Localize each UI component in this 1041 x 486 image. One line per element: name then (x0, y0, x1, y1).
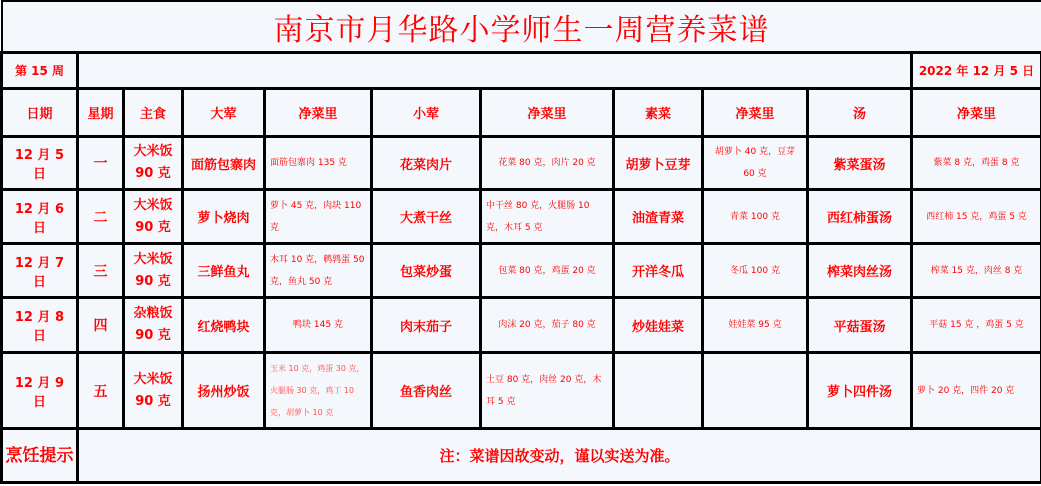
col-header-main-meat-net: 净菜里 (265, 89, 372, 137)
side-meat-net-cell: 中干丝 80 克，火腿肠 10 克，木耳 5 克 (481, 190, 614, 244)
week-date: 2022 年 12 月 5 日 (912, 53, 1041, 89)
main-meat-net-cell: 鸭块 145 克 (265, 298, 372, 353)
main-meat-cell: 面筋包寨肉 (183, 137, 265, 190)
vegetable-cell: 胡萝卜豆芽 (614, 137, 703, 190)
staple-cell (124, 137, 183, 190)
week-row-spacer (78, 53, 912, 89)
staple-qty: 90 克 (135, 166, 171, 181)
date-cell: 12 月 7 日 (2, 244, 78, 298)
staple-name: 大米饭 (133, 371, 173, 387)
side-meat-cell: 包菜炒蛋 (372, 244, 481, 298)
main-meat-cell: 扬州炒饭 (183, 353, 265, 429)
table-row (2, 353, 1041, 429)
main-meat-net-cell: 玉米 10 克，鸡蛋 30 克，火腿肠 30 克，鸡丁 10 克，胡萝卜 10 克 (265, 353, 372, 429)
staple-name: 大米饭 (133, 251, 173, 267)
weekday-cell: 四 (78, 298, 124, 353)
staple-cell (124, 190, 183, 244)
soup-cell: 西红柿蛋汤 (808, 190, 912, 244)
side-meat-cell: 肉末茄子 (372, 298, 481, 353)
col-header-vegetable: 素菜 (614, 89, 703, 137)
side-meat-cell: 大煮干丝 (372, 190, 481, 244)
vegetable-net-cell (703, 353, 808, 429)
week-number: 第 15 周 (2, 53, 78, 89)
vegetable-net-cell: 娃娃菜 95 克 (703, 298, 808, 353)
main-meat-net-cell: 面筋包寨肉 135 克 (265, 137, 372, 190)
col-header-soup: 汤 (808, 89, 912, 137)
vegetable-net-cell: 青菜 100 克 (703, 190, 808, 244)
staple-name: 大米饭 (133, 144, 173, 159)
staple-cell (124, 353, 183, 429)
date-cell: 12 月 9 日 (2, 353, 78, 429)
vegetable-net-cell: 胡萝卜 40 克，豆芽 60 克 (703, 137, 808, 190)
side-meat-net-cell: 花菜 80 克，肉片 20 克 (481, 137, 614, 190)
weekday-cell: 二 (78, 190, 124, 244)
vegetable-net-cell: 冬瓜 100 克 (703, 244, 808, 298)
cooking-tips-note: 注：菜谱因故变动，谨以实送为准。 (78, 429, 1041, 483)
side-meat-net-cell: 肉沫 20 克，茄子 80 克 (481, 298, 614, 353)
col-header-staple: 主食 (124, 89, 183, 137)
week-row (2, 53, 1041, 89)
main-meat-cell: 萝卜烧肉 (183, 190, 265, 244)
vegetable-cell (614, 353, 703, 429)
main-meat-net-cell: 木耳 10 克，鹌鹑蛋 50 克，鱼丸 50 克 (265, 244, 372, 298)
footer-row (2, 429, 1041, 483)
soup-net-cell: 榨菜 15 克，肉丝 8 克 (912, 244, 1041, 298)
soup-cell: 榨菜肉丝汤 (808, 244, 912, 298)
staple-name: 大米饭 (133, 197, 173, 213)
col-header-side-meat: 小荤 (372, 89, 481, 137)
main-meat-cell: 三鲜鱼丸 (183, 244, 265, 298)
col-header-main-meat: 大荤 (183, 89, 265, 137)
weekday-cell: 三 (78, 244, 124, 298)
table-row (2, 137, 1041, 190)
title-row (2, 1, 1041, 53)
main-meat-cell: 红烧鸭块 (183, 298, 265, 353)
header-row (2, 89, 1041, 137)
col-header-vegetable-net: 净菜里 (703, 89, 808, 137)
date-cell: 12 月 6 日 (2, 190, 78, 244)
staple-cell (124, 244, 183, 298)
soup-cell: 紫菜蛋汤 (808, 137, 912, 190)
soup-net-cell: 平菇 15 克 ，鸡蛋 5 克 (912, 298, 1041, 353)
weekday-cell: 一 (78, 137, 124, 190)
side-meat-cell: 鱼香肉丝 (372, 353, 481, 429)
soup-net-cell: 紫菜 8 克，鸡蛋 8 克 (912, 137, 1041, 190)
soup-cell: 平菇蛋汤 (808, 298, 912, 353)
date-cell: 12 月 5 日 (2, 137, 78, 190)
staple-name: 杂粮饭 (133, 306, 173, 321)
vegetable-cell: 开洋冬瓜 (614, 244, 703, 298)
staple-qty: 90 克 (135, 393, 171, 409)
col-header-soup-net: 净菜里 (912, 89, 1041, 137)
staple-cell (124, 298, 183, 353)
weekday-cell: 五 (78, 353, 124, 429)
cooking-tips-label: 烹饪提示 (2, 429, 78, 483)
vegetable-cell: 油渣青菜 (614, 190, 703, 244)
table-row (2, 244, 1041, 298)
col-header-side-meat-net: 净菜里 (481, 89, 614, 137)
table-row (2, 298, 1041, 353)
soup-cell: 萝卜四件汤 (808, 353, 912, 429)
table-row (2, 190, 1041, 244)
staple-qty: 90 克 (135, 273, 171, 289)
side-meat-net-cell: 土豆 80 克，肉丝 20 克，木耳 5 克 (481, 353, 614, 429)
side-meat-net-cell: 包菜 80 克，鸡蛋 20 克 (481, 244, 614, 298)
vegetable-cell: 炒娃娃菜 (614, 298, 703, 353)
staple-qty: 90 克 (135, 219, 171, 235)
main-meat-net-cell: 萝卜 45 克，肉块 110 克 (265, 190, 372, 244)
soup-net-cell: 萝卜 20 克，四件 20 克 (912, 353, 1041, 429)
staple-qty: 90 克 (135, 328, 171, 343)
side-meat-cell: 花菜肉片 (372, 137, 481, 190)
col-header-date: 日期 (2, 89, 78, 137)
col-header-weekday: 星期 (78, 89, 124, 137)
soup-net-cell: 西红柿 15 克，鸡蛋 5 克 (912, 190, 1041, 244)
menu-title: 南京市月华路小学师生一周营养菜谱 (2, 1, 1041, 53)
date-cell: 12 月 8 日 (2, 298, 78, 353)
